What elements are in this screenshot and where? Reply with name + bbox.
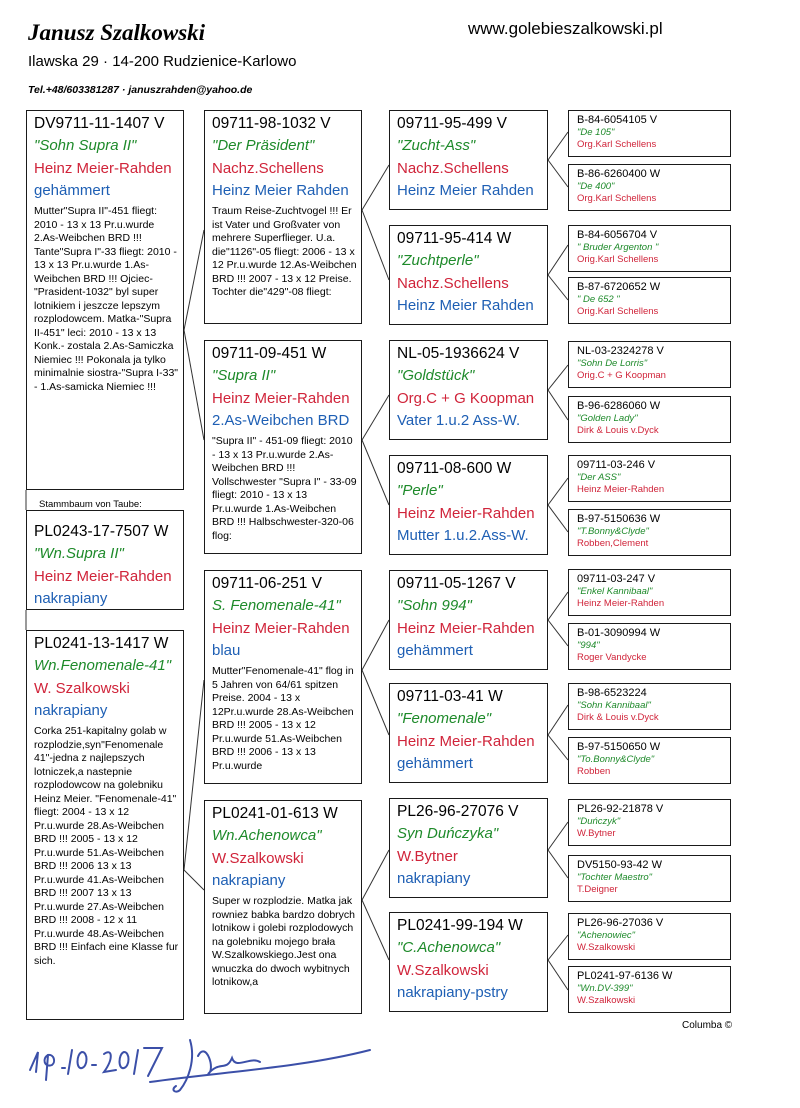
gggp-ring: B-96-6286060 W bbox=[577, 400, 661, 412]
columba-credit: Columba © bbox=[682, 1020, 733, 1031]
gggp-breeder: Org.Karl Schellens bbox=[577, 193, 657, 204]
subject-name: "Wn.Supra II" bbox=[34, 545, 124, 562]
gggp-card[interactable] bbox=[568, 164, 731, 211]
gggp-ring: B-84-6056704 V bbox=[577, 229, 658, 241]
gggp-ring: PL26-96-27036 V bbox=[577, 917, 664, 929]
ggp-breeder: Heinz Meier-Rahden bbox=[397, 505, 535, 522]
grandparent-info: Mutter"Fenomenale-41" flog in 5 Jahren von 64/61 spitzen Preise. 2004 - 13 x 12Pr.u.wurde 28.As-Weibchen BRD !!! 2005 - 13 x 12 Pr.u.wurde 51.As-Weibchen BRD !!! 2006 - 13 x 13 Pr.u.wurde bbox=[212, 665, 354, 772]
gggp-name: "De 400" bbox=[577, 181, 615, 192]
grandparent-info: Traum Reise-Zuchtvogel !!! Er ist Vater und Großvater von mehrere Superflieger. U.a. die"1126"-05 fliegt: 2006 - 13 x 12 Pr.u.wurde 12.As-Weibchen BRD !!! 2007 - 13 x 12 Preise. Tochter die"429"-08 fliegt: bbox=[212, 205, 357, 298]
gggp-breeder: W.Szalkowski bbox=[577, 995, 636, 1006]
gggp-ring: NL-03-2324278 V bbox=[577, 345, 664, 357]
gggp-name: "Achenowiec" bbox=[577, 930, 635, 941]
gggp-breeder: Heinz Meier-Rahden bbox=[577, 598, 665, 609]
ggp-color: Vater 1.u.2 Ass-W. bbox=[397, 412, 521, 429]
grandparent-card[interactable] bbox=[204, 340, 362, 554]
subject-card[interactable] bbox=[26, 510, 184, 610]
gggp-card[interactable] bbox=[568, 623, 731, 670]
grandparent-ring: 09711-09-451 W bbox=[212, 345, 327, 362]
ggp-ring: NL-05-1936624 V bbox=[397, 345, 520, 362]
gggp-card[interactable] bbox=[568, 509, 731, 556]
father-name: "Sohn Supra II" bbox=[34, 137, 137, 154]
great-grandparent-card[interactable] bbox=[389, 683, 548, 783]
mother-color: nakrapiany bbox=[34, 702, 108, 719]
great-grandparent-card[interactable] bbox=[389, 570, 548, 670]
ggp-ring: 09711-03-41 W bbox=[397, 688, 503, 705]
ggp-name: "Perle" bbox=[397, 482, 443, 499]
ggp-breeder: Nachz.Schellens bbox=[397, 160, 509, 177]
ggp-name: "Zuchtperle" bbox=[397, 252, 479, 269]
ggp-name: "C.Achenowca" bbox=[397, 939, 501, 956]
ggp-ring: 09711-95-499 V bbox=[397, 115, 508, 132]
grandparent-ring: 09711-06-251 V bbox=[212, 575, 323, 592]
subject-ring: PL0243-17-7507 W bbox=[34, 523, 169, 540]
ggp-ring: 09711-95-414 W bbox=[397, 230, 512, 247]
great-grandparent-card[interactable] bbox=[389, 340, 548, 440]
grandparent-card[interactable] bbox=[204, 570, 362, 784]
gggp-name: "Enkel Kannibaal" bbox=[577, 586, 653, 597]
gggp-ring: B-86-6260400 W bbox=[577, 168, 661, 180]
subject-breeder: Heinz Meier-Rahden bbox=[34, 568, 172, 585]
grandparent-ring: 09711-98-1032 V bbox=[212, 115, 331, 132]
ggp-breeder: W.Szalkowski bbox=[397, 962, 489, 979]
father-info: Mutter"Supra II"-451 fliegt: 2010 - 13 x 13 Pr.u.wurde 2.As-Weibchen BRD !!! Tante"Supra I"-33 fliegt: 2010 - 13 x 13 Pr.u.wurde 1.As-Weibchen BRD !!! Ojciec-"Prasident-1032" byl super lotnikiem i jeszcze lepszym rozplodowcem. Matka-"Supra II-451" leci: 2010 - 13 x 13 Konk.- zostala 2.As-Samiczka Niemiec !!! Pokonala ja tylko minimalnie siostra-"Supra I-33" - 1.As-samicka Niemiec !!! bbox=[34, 205, 179, 393]
great-grandparent-card[interactable] bbox=[389, 225, 548, 325]
grandparent-info: "Supra II" - 451-09 fliegt: 2010 - 13 x 13 Pr.u.wurde 2.As-Weibchen BRD !!! Vollschwester "Supra I" - 33-09 fliegt: 2010 - 13 x 13 Pr.u.wurde 1.As-Weibchen BRD !!! Halbschwester-320-06 flog: bbox=[212, 435, 357, 542]
gggp-ring: PL0241-97-6136 W bbox=[577, 970, 673, 982]
gggp-card[interactable] bbox=[568, 737, 731, 784]
gggp-name: "T.Bonny&Clyde" bbox=[577, 526, 649, 537]
ggp-ring: 09711-05-1267 V bbox=[397, 575, 516, 592]
mother-breeder: W. Szalkowski bbox=[34, 680, 130, 697]
gggp-name: "Golden Lady" bbox=[577, 413, 638, 424]
gggp-card[interactable] bbox=[568, 855, 731, 902]
gggp-name: "994" bbox=[577, 640, 600, 651]
gggp-ring: PL26-92-21878 V bbox=[577, 803, 664, 815]
ggp-name: "Fenomenale" bbox=[397, 710, 492, 727]
gggp-name: "Tochter Maestro" bbox=[577, 872, 653, 883]
gggp-card[interactable] bbox=[568, 966, 731, 1013]
gggp-breeder: T.Deigner bbox=[577, 884, 618, 895]
mother-card[interactable] bbox=[26, 630, 184, 1020]
gggp-card[interactable] bbox=[568, 110, 731, 157]
gggp-ring: B-97-5150636 W bbox=[577, 513, 661, 525]
ggp-color: Heinz Meier Rahden bbox=[397, 182, 534, 199]
grandparent-card[interactable] bbox=[204, 110, 362, 324]
father-card[interactable] bbox=[26, 110, 184, 490]
gggp-name: "Der ASS" bbox=[577, 472, 621, 483]
gggp-breeder: Robben,Clement bbox=[577, 538, 649, 549]
grandparent-ring: PL0241-01-613 W bbox=[212, 805, 338, 822]
ggp-color: Heinz Meier Rahden bbox=[397, 297, 534, 314]
grandparent-card[interactable] bbox=[204, 800, 362, 1014]
ggp-ring: PL0241-99-194 W bbox=[397, 917, 523, 934]
gggp-name: "De 105" bbox=[577, 127, 615, 138]
great-grandparent-card[interactable] bbox=[389, 455, 548, 555]
ggp-color: nakrapiany-pstry bbox=[397, 984, 508, 1001]
gggp-name: "Wn.DV-399" bbox=[577, 983, 633, 994]
handwritten-signature bbox=[20, 1010, 380, 1100]
great-grandparent-card[interactable] bbox=[389, 798, 548, 898]
ggp-breeder: Heinz Meier-Rahden bbox=[397, 733, 535, 750]
gggp-ring: B-98-6523224 bbox=[577, 687, 647, 699]
ggp-name: "Goldstück" bbox=[397, 367, 475, 384]
ggp-color: gehämmert bbox=[397, 755, 473, 772]
gggp-breeder: Orig.Karl Schellens bbox=[577, 254, 659, 265]
gggp-name: " Bruder Argenton " bbox=[577, 242, 659, 253]
grandparent-color: nakrapiany bbox=[212, 872, 286, 889]
mother-ring: PL0241-13-1417 W bbox=[34, 635, 169, 652]
owner-contact: Tel.+48/603381287 · januszrahden@yahoo.de bbox=[28, 84, 253, 96]
mother-info: Corka 251-kapitalny golab w rozplodzie,syn"Fenomenale 41"-jedna z najlepszych lotniczek,a nastepnie rozplodowcow na golebniku Heinz Meier. "Fenomenale-41" fliegt: 2004 - 13 x 12 Pr.u.wurde 28.As-Weibchen BRD !!! 2005 - 13 x 12 Pr.u.wurde 51.As-Weibchen BRD !!! 2006 13 x 13 Pr.u.wurde 41.As-Weibchen BRD !!! 2007 13 x 13 Pr.u.wurde 27.As-Weibchen BRD !!! 2008 - 12 x 11 Pr.u.wurde 48.As-Weibchen BRD !!! Einfach eine Klasse fur sich. bbox=[34, 725, 179, 967]
gggp-ring: 09711-03-247 V bbox=[577, 573, 656, 585]
gggp-breeder: Orig.C + G Koopman bbox=[577, 370, 666, 381]
gggp-ring: B-01-3090994 W bbox=[577, 627, 661, 639]
gggp-breeder: Dirk & Louis v.Dyck bbox=[577, 712, 659, 723]
mother-name: Wn.Fenomenale-41" bbox=[34, 657, 172, 674]
gggp-card[interactable] bbox=[568, 569, 731, 616]
grandparent-name: "Supra II" bbox=[212, 367, 276, 384]
ggp-color: gehämmert bbox=[397, 642, 473, 659]
gggp-ring: DV5150-93-42 W bbox=[577, 859, 662, 871]
ggp-color: nakrapiany bbox=[397, 870, 471, 887]
gggp-breeder: W.Szalkowski bbox=[577, 942, 636, 953]
gggp-breeder: W.Bytner bbox=[577, 828, 616, 839]
gggp-ring: B-87-6720652 W bbox=[577, 281, 661, 293]
gggp-breeder: Orig.Karl Schellens bbox=[577, 306, 659, 317]
gggp-card[interactable] bbox=[568, 225, 731, 272]
grandparent-color: 2.As-Weibchen BRD bbox=[212, 412, 350, 429]
gggp-card[interactable] bbox=[568, 277, 731, 324]
gggp-name: "Duńczyk" bbox=[577, 816, 621, 827]
gggp-ring: B-84-6054105 V bbox=[577, 114, 658, 126]
gggp-breeder: Heinz Meier-Rahden bbox=[577, 484, 665, 495]
ggp-breeder: Org.C + G Koopman bbox=[397, 390, 535, 407]
gggp-breeder: Robben bbox=[577, 766, 611, 777]
ggp-breeder: Nachz.Schellens bbox=[397, 275, 509, 292]
grandparent-breeder: Heinz Meier-Rahden bbox=[212, 620, 350, 637]
grandparent-breeder: Nachz.Schellens bbox=[212, 160, 324, 177]
gggp-name: " De 652 " bbox=[577, 294, 620, 305]
gggp-card[interactable] bbox=[568, 913, 731, 960]
grandparent-breeder: Heinz Meier-Rahden bbox=[212, 390, 350, 407]
grandparent-name: S. Fenomenale-41" bbox=[212, 597, 341, 614]
ggp-name: "Sohn 994" bbox=[397, 597, 472, 614]
father-color: gehämmert bbox=[34, 182, 110, 199]
grandparent-name: "Der Präsident" bbox=[212, 137, 315, 154]
ggp-name: Syn Duńczyka" bbox=[397, 825, 499, 842]
gggp-card[interactable] bbox=[568, 683, 731, 730]
grandparent-color: blau bbox=[212, 642, 241, 659]
ggp-color: Mutter 1.u.2.Ass-W. bbox=[397, 527, 529, 544]
ggp-breeder: Heinz Meier-Rahden bbox=[397, 620, 535, 637]
gggp-breeder: Org.Karl Schellens bbox=[577, 139, 657, 150]
great-grandparent-card[interactable] bbox=[389, 912, 548, 1012]
gggp-name: "Sohn Kannibaal" bbox=[577, 700, 651, 711]
ggp-name: "Zucht-Ass" bbox=[397, 137, 476, 154]
ggp-breeder: W.Bytner bbox=[397, 848, 458, 865]
gggp-card[interactable] bbox=[568, 455, 731, 502]
grandparent-info: Super w rozplodzie. Matka jak rowniez babka bardzo dobrych lotnikow i golebi rozplodowych na golebniku mojego brała W.Szalkowskiego.Jest ona wnuczka do dwoch wybitnych lotnikow,a bbox=[212, 895, 356, 988]
gggp-ring: 09711-03-246 V bbox=[577, 459, 656, 471]
gggp-breeder: Roger Vandycke bbox=[577, 652, 647, 663]
gggp-card[interactable] bbox=[568, 341, 731, 388]
pedigree-label: Stammbaum von Taube: bbox=[36, 499, 145, 510]
grandparent-breeder: W.Szalkowski bbox=[212, 850, 304, 867]
gggp-card[interactable] bbox=[568, 799, 731, 846]
grandparent-color: Heinz Meier Rahden bbox=[212, 182, 349, 199]
gggp-ring: B-97-5150650 W bbox=[577, 741, 661, 753]
gggp-name: "To.Bonny&Clyde" bbox=[577, 754, 655, 765]
father-ring: DV9711-11-1407 V bbox=[34, 115, 165, 132]
gggp-breeder: Dirk & Louis v.Dyck bbox=[577, 425, 659, 436]
gggp-card[interactable] bbox=[568, 396, 731, 443]
grandparent-name: Wn.Achenowca" bbox=[212, 827, 322, 844]
subject-color: nakrapiany bbox=[34, 590, 108, 607]
gggp-name: "Sohn De Lorris" bbox=[577, 358, 648, 369]
website-url[interactable]: www.golebieszalkowski.pl bbox=[468, 19, 663, 38]
ggp-ring: 09711-08-600 W bbox=[397, 460, 512, 477]
great-grandparent-card[interactable] bbox=[389, 110, 548, 210]
owner-name: Janusz Szalkowski bbox=[28, 20, 206, 45]
owner-address: Ilawska 29 · 14-200 Rudzienice-Karlowo bbox=[28, 53, 297, 70]
father-breeder: Heinz Meier-Rahden bbox=[34, 160, 172, 177]
ggp-ring: PL26-96-27076 V bbox=[397, 803, 519, 820]
